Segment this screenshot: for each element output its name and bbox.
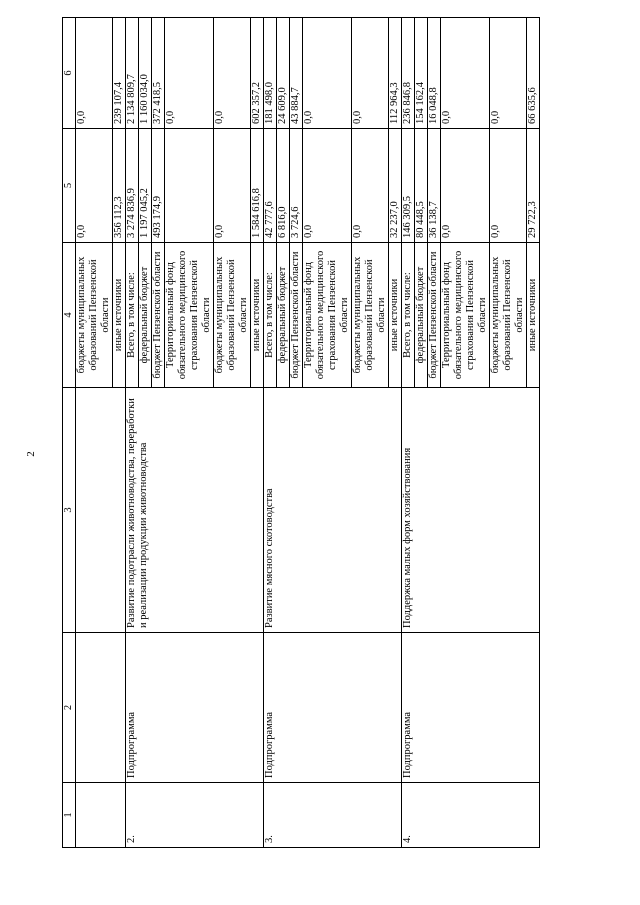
funding-source: бюджеты муниципальных образований Пензенской области (76, 243, 113, 388)
header-cell: 5 (63, 129, 76, 243)
funding-source: иные источники (251, 243, 264, 388)
funding-source: иные источники (113, 243, 126, 388)
row-number: 3. (264, 783, 402, 848)
amount-col5: 3 274 836,9 (126, 129, 139, 243)
funding-source: бюджеты муниципальных образований Пензенской области (214, 243, 251, 388)
amount-col6: 66 635,6 (527, 18, 540, 129)
amount-col5: 1 197 045,2 (139, 129, 152, 243)
funding-source: иные источники (389, 243, 402, 388)
header-cell: 4 (63, 243, 76, 388)
amount-col6: 16 048,8 (428, 18, 441, 129)
amount-col5: 356 112,3 (113, 129, 126, 243)
amount-col5: 1 584 616,8 (251, 129, 264, 243)
table-body (76, 18, 540, 848)
table-row (76, 18, 113, 848)
amount-col6: 0,0 (303, 18, 352, 129)
funding-source: Всего, в том числе: (264, 243, 277, 388)
funding-source: бюджеты муниципальных образований Пензенской области (490, 243, 527, 388)
amount-col6: 602 357,2 (251, 18, 264, 129)
amount-col6: 0,0 (441, 18, 490, 129)
funding-source: Территориальный фонд обязательного медицинского страхования Пензенской области (441, 243, 490, 388)
amount-col6: 181 498,0 (264, 18, 277, 129)
amount-col6: 112 964,3 (389, 18, 402, 129)
funding-table (62, 17, 540, 848)
amount-col6: 0,0 (214, 18, 251, 129)
amount-col5: 0,0 (352, 129, 389, 243)
row-number: 4. (402, 783, 540, 848)
amount-col5: 29 722,3 (527, 129, 540, 243)
amount-col6: 0,0 (490, 18, 527, 129)
amount-col6: 239 107,4 (113, 18, 126, 129)
program-type (76, 633, 126, 783)
amount-col6: 0,0 (352, 18, 389, 129)
row-number: 2. (126, 783, 264, 848)
amount-col6: 154 162,4 (415, 18, 428, 129)
row-number (76, 783, 126, 848)
amount-col5: 3 724,6 (290, 129, 303, 243)
amount-col5: 0,0 (214, 129, 251, 243)
program-name: Развитие подотрасли животноводства, переработки и реализации продукции животноводства (126, 388, 264, 633)
amount-col5: 146 309,5 (402, 129, 415, 243)
header-cell: 3 (63, 388, 76, 633)
program-type: Подпрограмма (402, 633, 540, 783)
header-cell: 6 (63, 18, 76, 129)
funding-source: Всего, в том числе: (402, 243, 415, 388)
amount-col5: 0,0 (441, 129, 490, 243)
program-type: Подпрограмма (264, 633, 402, 783)
table-row (126, 18, 139, 848)
amount-col6: 2 134 809,7 (126, 18, 139, 129)
table-row (264, 18, 277, 848)
amount-col5: 6 816,0 (277, 129, 290, 243)
amount-col5 (165, 129, 214, 243)
amount-col5: 0,0 (76, 129, 113, 243)
program-name (76, 388, 126, 633)
header-cell: 2 (63, 633, 76, 783)
header-row (63, 18, 76, 848)
rotated-page (62, 18, 538, 848)
amount-col6: 236 846,8 (402, 18, 415, 129)
program-name: Развитие мясного скотоводства (264, 388, 402, 633)
amount-col5: 493 174,9 (152, 129, 165, 243)
page-number: 2 (24, 451, 37, 457)
amount-col6: 0,0 (165, 18, 214, 129)
funding-source: федеральный бюджет (415, 243, 428, 388)
header-cell: 1 (63, 783, 76, 848)
amount-col6: 372 418,5 (152, 18, 165, 129)
program-name: Поддержка малых форм хозяйствования (402, 388, 540, 633)
funding-source: Всего, в том числе: (126, 243, 139, 388)
funding-source: федеральный бюджет (277, 243, 290, 388)
funding-source: Территориальный фонд обязательного медицинского страхования Пензенской области (303, 243, 352, 388)
amount-col6: 43 884,7 (290, 18, 303, 129)
amount-col5: 42 777,6 (264, 129, 277, 243)
amount-col6: 24 609,0 (277, 18, 290, 129)
funding-source: бюджет Пензенской области (428, 243, 441, 388)
amount-col5: 36 138,7 (428, 129, 441, 243)
funding-source: бюджеты муниципальных образований Пензенской области (352, 243, 389, 388)
amount-col5: 32 237,0 (389, 129, 402, 243)
table-row (402, 18, 415, 848)
amount-col6: 1 160 034,0 (139, 18, 152, 129)
amount-col5: 80 448,5 (415, 129, 428, 243)
amount-col6: 0,0 (76, 18, 113, 129)
funding-source: бюджет Пензенской области (290, 243, 303, 388)
amount-col5: 0,0 (303, 129, 352, 243)
program-type: Подпрограмма (126, 633, 264, 783)
amount-col5: 0,0 (490, 129, 527, 243)
funding-source: бюджет Пензенской области (152, 243, 165, 388)
funding-source: иные источники (527, 243, 540, 388)
funding-source: Территориальный фонд обязательного медицинского страхования Пензенской области (165, 243, 214, 388)
funding-source: федеральный бюджет (139, 243, 152, 388)
